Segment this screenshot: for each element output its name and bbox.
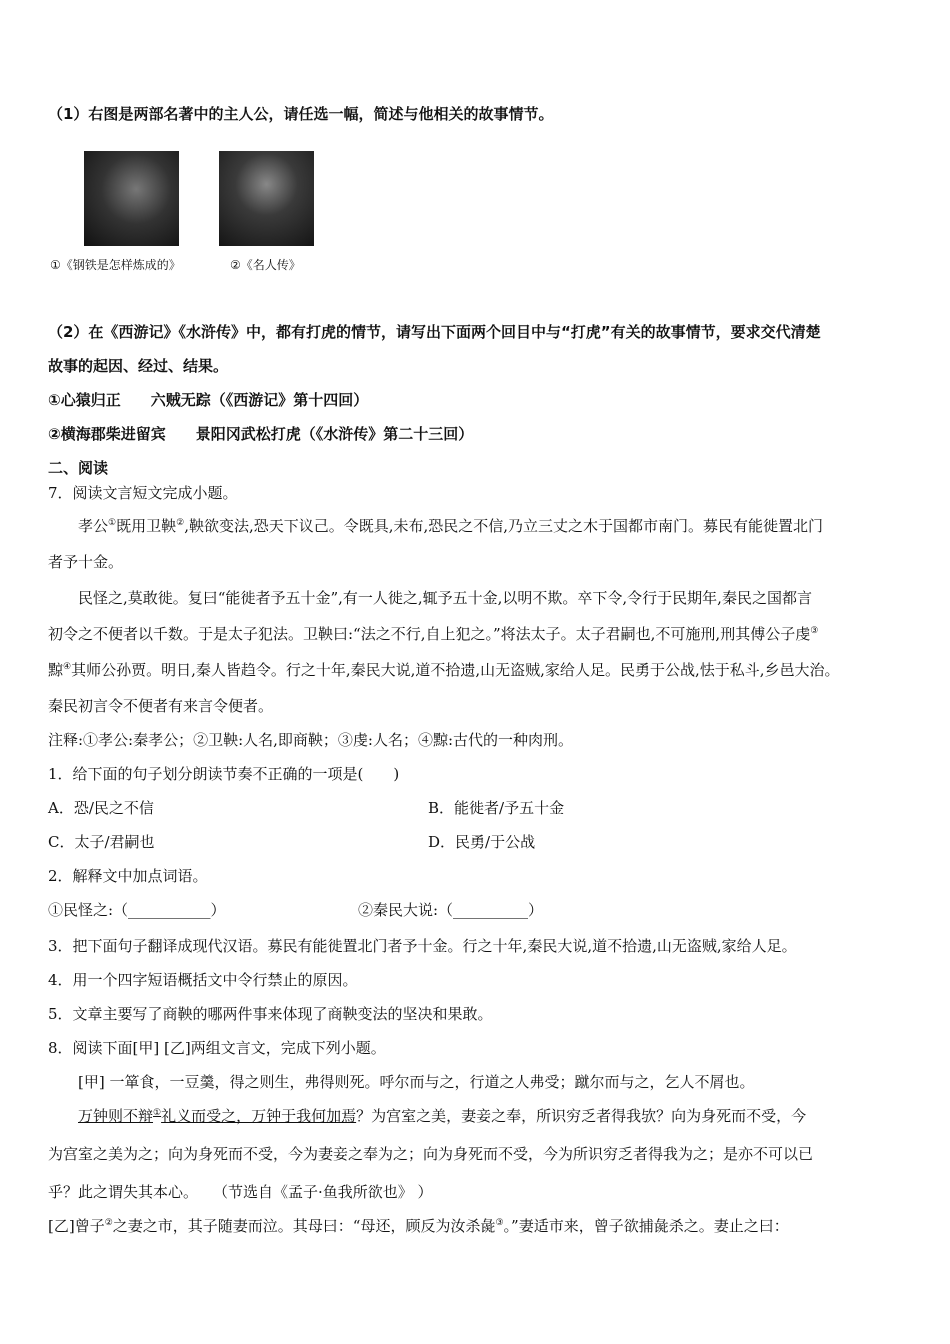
- passage-paragraph-1: 孝公①既用卫鞅②,鞅欲变法,恐天下议己。令既具,未布,恐民之不信,乃立三丈之木于国都市南门。募民有能徙置北门: [78, 517, 824, 535]
- passage-jia-line-4: 乎？此之谓失其本心。 （节选自《孟子·鱼我所欲也》 ）: [48, 1183, 433, 1201]
- portrait-photo-1: [84, 151, 179, 246]
- option-a: A．恐/民之不信: [48, 799, 154, 817]
- options-row-1: [48, 798, 910, 818]
- passage-jia-line-2: 万钟则不辩①礼义而受之，万钟于我何加焉？为宫室之美，妻妾之奉，所识穷乏者得我欤？向为身死而不受，今: [78, 1107, 807, 1125]
- question-7: 7．阅读文言短文完成小题。: [48, 484, 238, 502]
- passage-yi-line-1: [乙]曾子②之妻之市，其子随妻而泣。其母曰：“母还，顾反为汝杀彘③。”妻适市来，曾子欲捕彘杀之。妻止之曰：: [48, 1217, 789, 1235]
- sub-question-3: 3．把下面句子翻译成现代汉语。募民有能徙置北门者予十金。行之十年,秦民大说,道不拾遗,山无盗贼,家给人足。: [48, 937, 797, 955]
- sub-question-4: 4．用一个四字短语概括文中令行禁止的原因。: [48, 971, 358, 989]
- question-2-item-2: ②横海郡柴进留宾 景阳冈武松打虎（《水浒传》第二十三回）: [48, 425, 474, 443]
- question-2-line-1: （2）在《西游记》《水浒传》中，都有打虎的情节，请写出下面两个回目中与“打虎”有关的故事情节，要求交代清楚: [48, 323, 821, 341]
- option-d: D．民勇/于公战: [428, 833, 536, 851]
- passage-paragraph-2-line-1: 民怪之,莫敢徙。复曰“能徙者予五十金”,有一人徙之,辄予五十金,以明不欺。卒下令,令行于民期年,秦民之国都言: [78, 589, 812, 607]
- passage-paragraph-2-line-2: 初令之不便者以千数。于是太子犯法。卫鞅曰:“法之不行,自上犯之。”将法太子。太子君嗣也,不可施刑,刑其傅公子虔③: [48, 625, 819, 643]
- option-b: B．能徙者/予五十金: [428, 799, 565, 817]
- question-2-item-1: ①心猿归正 六贼无踪（《西游记》第十四回）: [48, 391, 369, 409]
- passage-jia-line-3: 为宫室之美为之；向为身死而不受，今为妻妾之奉为之；向为身死而不受，今为所识穷乏者得我为之；是亦不可以已: [48, 1145, 814, 1163]
- caption-1: ①《钢铁是怎样炼成的》: [50, 258, 181, 272]
- caption-2: ②《名人传》: [230, 258, 301, 272]
- sub-question-1: 1．给下面的句子划分朗读节奏不正确的一项是( ): [48, 765, 400, 783]
- blank-2[interactable]: ②秦民大说:（__________）: [358, 901, 544, 919]
- illustration-figure: [44, 148, 334, 278]
- passage-paragraph-2-line-4: 秦民初言令不便者有来言令便者。: [48, 697, 274, 715]
- sub-question-2-blanks: [48, 900, 910, 920]
- question-8: 8．阅读下面[甲] [乙]两组文言文，完成下列小题。: [48, 1039, 386, 1057]
- question-1: （1）右图是两部名著中的主人公，请任选一幅，简述与他相关的故事情节。: [48, 105, 554, 123]
- sub-question-5: 5．文章主要写了商鞅的哪两件事来体现了商鞅变法的坚决和果敢。: [48, 1005, 493, 1023]
- passage-paragraph-1-line-2: 者予十金。: [48, 553, 124, 571]
- option-c: C．太子/君嗣也: [48, 833, 155, 851]
- annotations: 注释:①孝公:秦孝公；②卫鞅:人名,即商鞅；③虔:人名；④黥:古代的一种肉刑。: [48, 731, 574, 749]
- options-row-2: [48, 832, 910, 852]
- portrait-photo-2: [219, 151, 314, 246]
- section-heading: 二、阅读: [48, 459, 109, 477]
- sub-question-2: 2．解释文中加点词语。: [48, 867, 208, 885]
- blank-1[interactable]: ①民怪之:（___________）: [48, 901, 226, 919]
- passage-paragraph-2-line-3: 黥④其师公孙贾。明日,秦人皆趋令。行之十年,秦民大说,道不拾遗,山无盗贼,家给人足。民勇于公战,怯于私斗,乡邑大治。: [48, 661, 840, 679]
- passage-jia-line-1: [甲] 一箪食，一豆羹，得之则生，弗得则死。呼尔而与之，行道之人弗受；蹴尔而与之，乞人不屑也。: [78, 1073, 755, 1091]
- question-2-line-2: 故事的起因、经过、结果。: [48, 357, 229, 375]
